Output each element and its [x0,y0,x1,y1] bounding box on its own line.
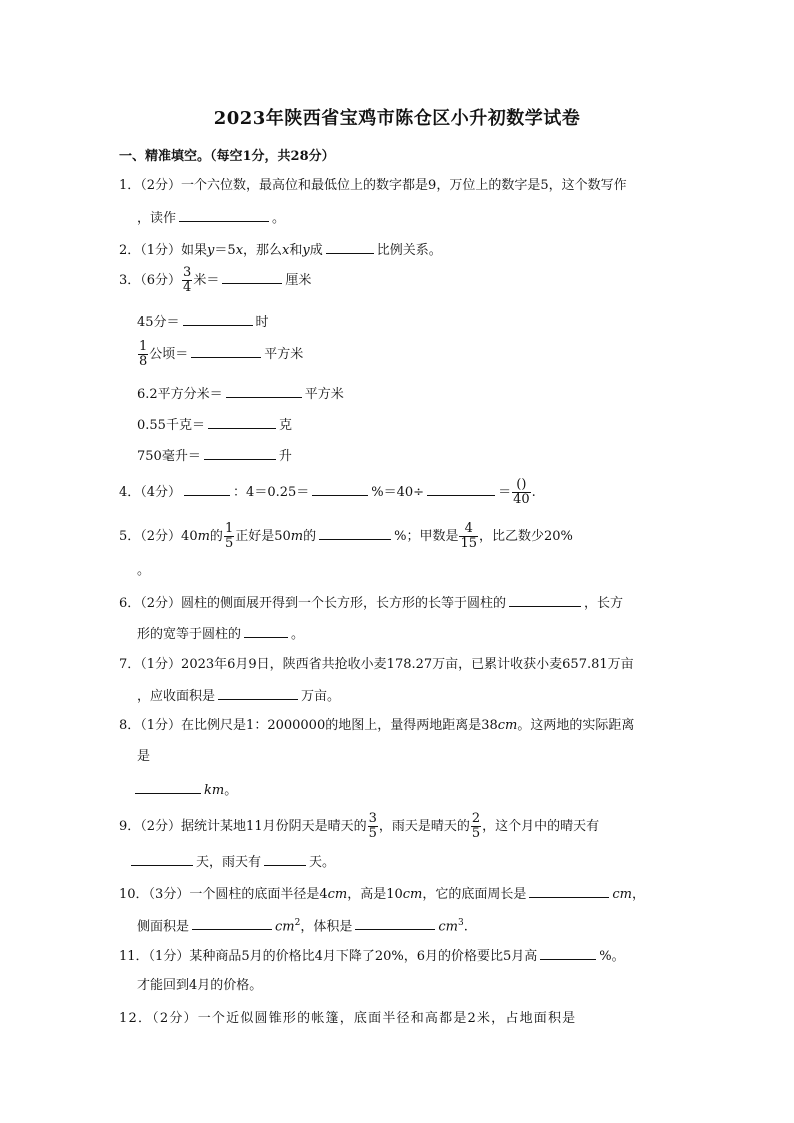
answer-blank[interactable] [540,946,596,960]
question-3-line-5: 0.55千克＝ 克 [137,415,292,435]
question-8-line-3: km。 [132,780,237,800]
answer-blank[interactable] [222,270,282,284]
answer-blank[interactable] [226,384,302,398]
question-8-line-2: 是 [137,749,151,764]
question-10-line-1: 10．（3分）一个圆柱的底面半径是4cm，高是10cm，它的底面周长是 cm， [119,884,645,904]
question-2: 2．（1分）如果y＝5x，那么x和y成 比例关系。 [119,240,442,260]
question-1-line-2: ，读作 。 [137,208,285,228]
question-3-line-3: $\frac{1}{8}$ 公顷＝ 平方米 [139,339,304,369]
question-3-line-1: 3．（6分） $\frac{3}{4}$ 米＝ 厘米 [119,265,312,295]
question-5-line-1: 5．（2分）40m的 $\frac{1}{5}$ 正好是50m的 %；甲数是 $\frac{4}{15}$ ，比乙数少20% [119,521,573,551]
question-6-line-2: 形的宽等于圆柱的 。 [137,624,304,644]
question-6-line-1: 6．（2分）圆柱的侧面展开得到一个长方形，长方形的长等于圆柱的 ，长方 [119,593,623,613]
question-12-line-1: 12．（2分）一个近似圆锥形的帐篷，底面半径和高都是2米，占地面积是 [119,1011,577,1026]
answer-blank[interactable] [355,916,435,930]
fraction: $\frac{()}{40}$ [513,477,530,507]
fraction: $\frac{1}{5}$ [224,521,234,551]
answer-blank[interactable] [319,526,391,540]
question-9-line-1: 9．（2分）据统计某地11月份阴天是晴天的 $\frac{3}{5}$ ，雨天是晴天的 $\frac{2}{5}$ ，这个月中的晴天有 [119,811,600,841]
question-11-line-2: 才能回到4月的价格。 [137,978,263,993]
question-3-line-2: 45分＝ 时 [137,312,269,332]
answer-blank[interactable] [191,344,261,358]
answer-blank[interactable] [264,852,306,866]
question-5-line-2: 。 [137,563,151,578]
section-title: 一、精准填空。（每空1分，共28分） [119,149,335,164]
answer-blank[interactable] [326,240,374,254]
fraction: $\frac{3}{4}$ [183,265,192,295]
question-8-line-1: 8．（1分）在比例尺是1：2000000的地图上，量得两地距离是38cm。这两地的实际距离 [119,718,635,733]
fraction: $\frac{2}{5}$ [471,811,481,841]
answer-blank[interactable] [204,446,276,460]
question-4: 4．（4分） ：4＝0.25＝ %＝40÷ ＝ $\frac{()}{40}$ . [119,477,536,507]
page-title: 2023年陕西省宝鸡市陈仓区小升初数学试卷 [213,108,581,129]
answer-blank[interactable] [179,208,269,222]
fraction: $\frac{3}{5}$ [368,811,377,841]
fraction: $\frac{1}{8}$ [139,339,148,369]
answer-blank[interactable] [183,312,253,326]
answer-blank[interactable] [509,593,581,607]
question-3-line-4: 6.2平方分米＝ 平方米 [137,384,344,404]
answer-blank[interactable] [244,624,288,638]
question-7-line-1: 7．（1分）2023年6月9日，陕西省共抢收小麦178.27万亩，已累计收获小麦657.81万亩 [119,657,634,672]
question-7-line-2: ，应收面积是 万亩。 [137,686,340,706]
question-10-line-2: 侧面积是 $cm^2$，体积是 $cm^3$. [137,918,468,935]
answer-blank[interactable] [192,916,272,930]
answer-blank[interactable] [427,482,495,496]
answer-blank[interactable] [218,686,298,700]
answer-blank[interactable] [184,482,230,496]
question-9-line-2: 天，雨天有 天。 [128,852,335,872]
fraction: $\frac{4}{15}$ [460,521,478,551]
question-11-line-1: 11．（1分）某种商品5月的价格比4月下降了20%，6月的价格要比5月高 %。 [119,946,625,966]
answer-blank[interactable] [312,482,368,496]
answer-blank[interactable] [208,415,276,429]
answer-blank[interactable] [529,884,609,898]
answer-blank[interactable] [135,780,201,794]
question-3-line-6: 750毫升＝ 升 [137,446,292,466]
answer-blank[interactable] [131,852,193,866]
question-1-line-1: 1．（2分）一个六位数，最高位和最低位上的数字都是9，万位上的数字是5，这个数写作 [119,178,627,193]
